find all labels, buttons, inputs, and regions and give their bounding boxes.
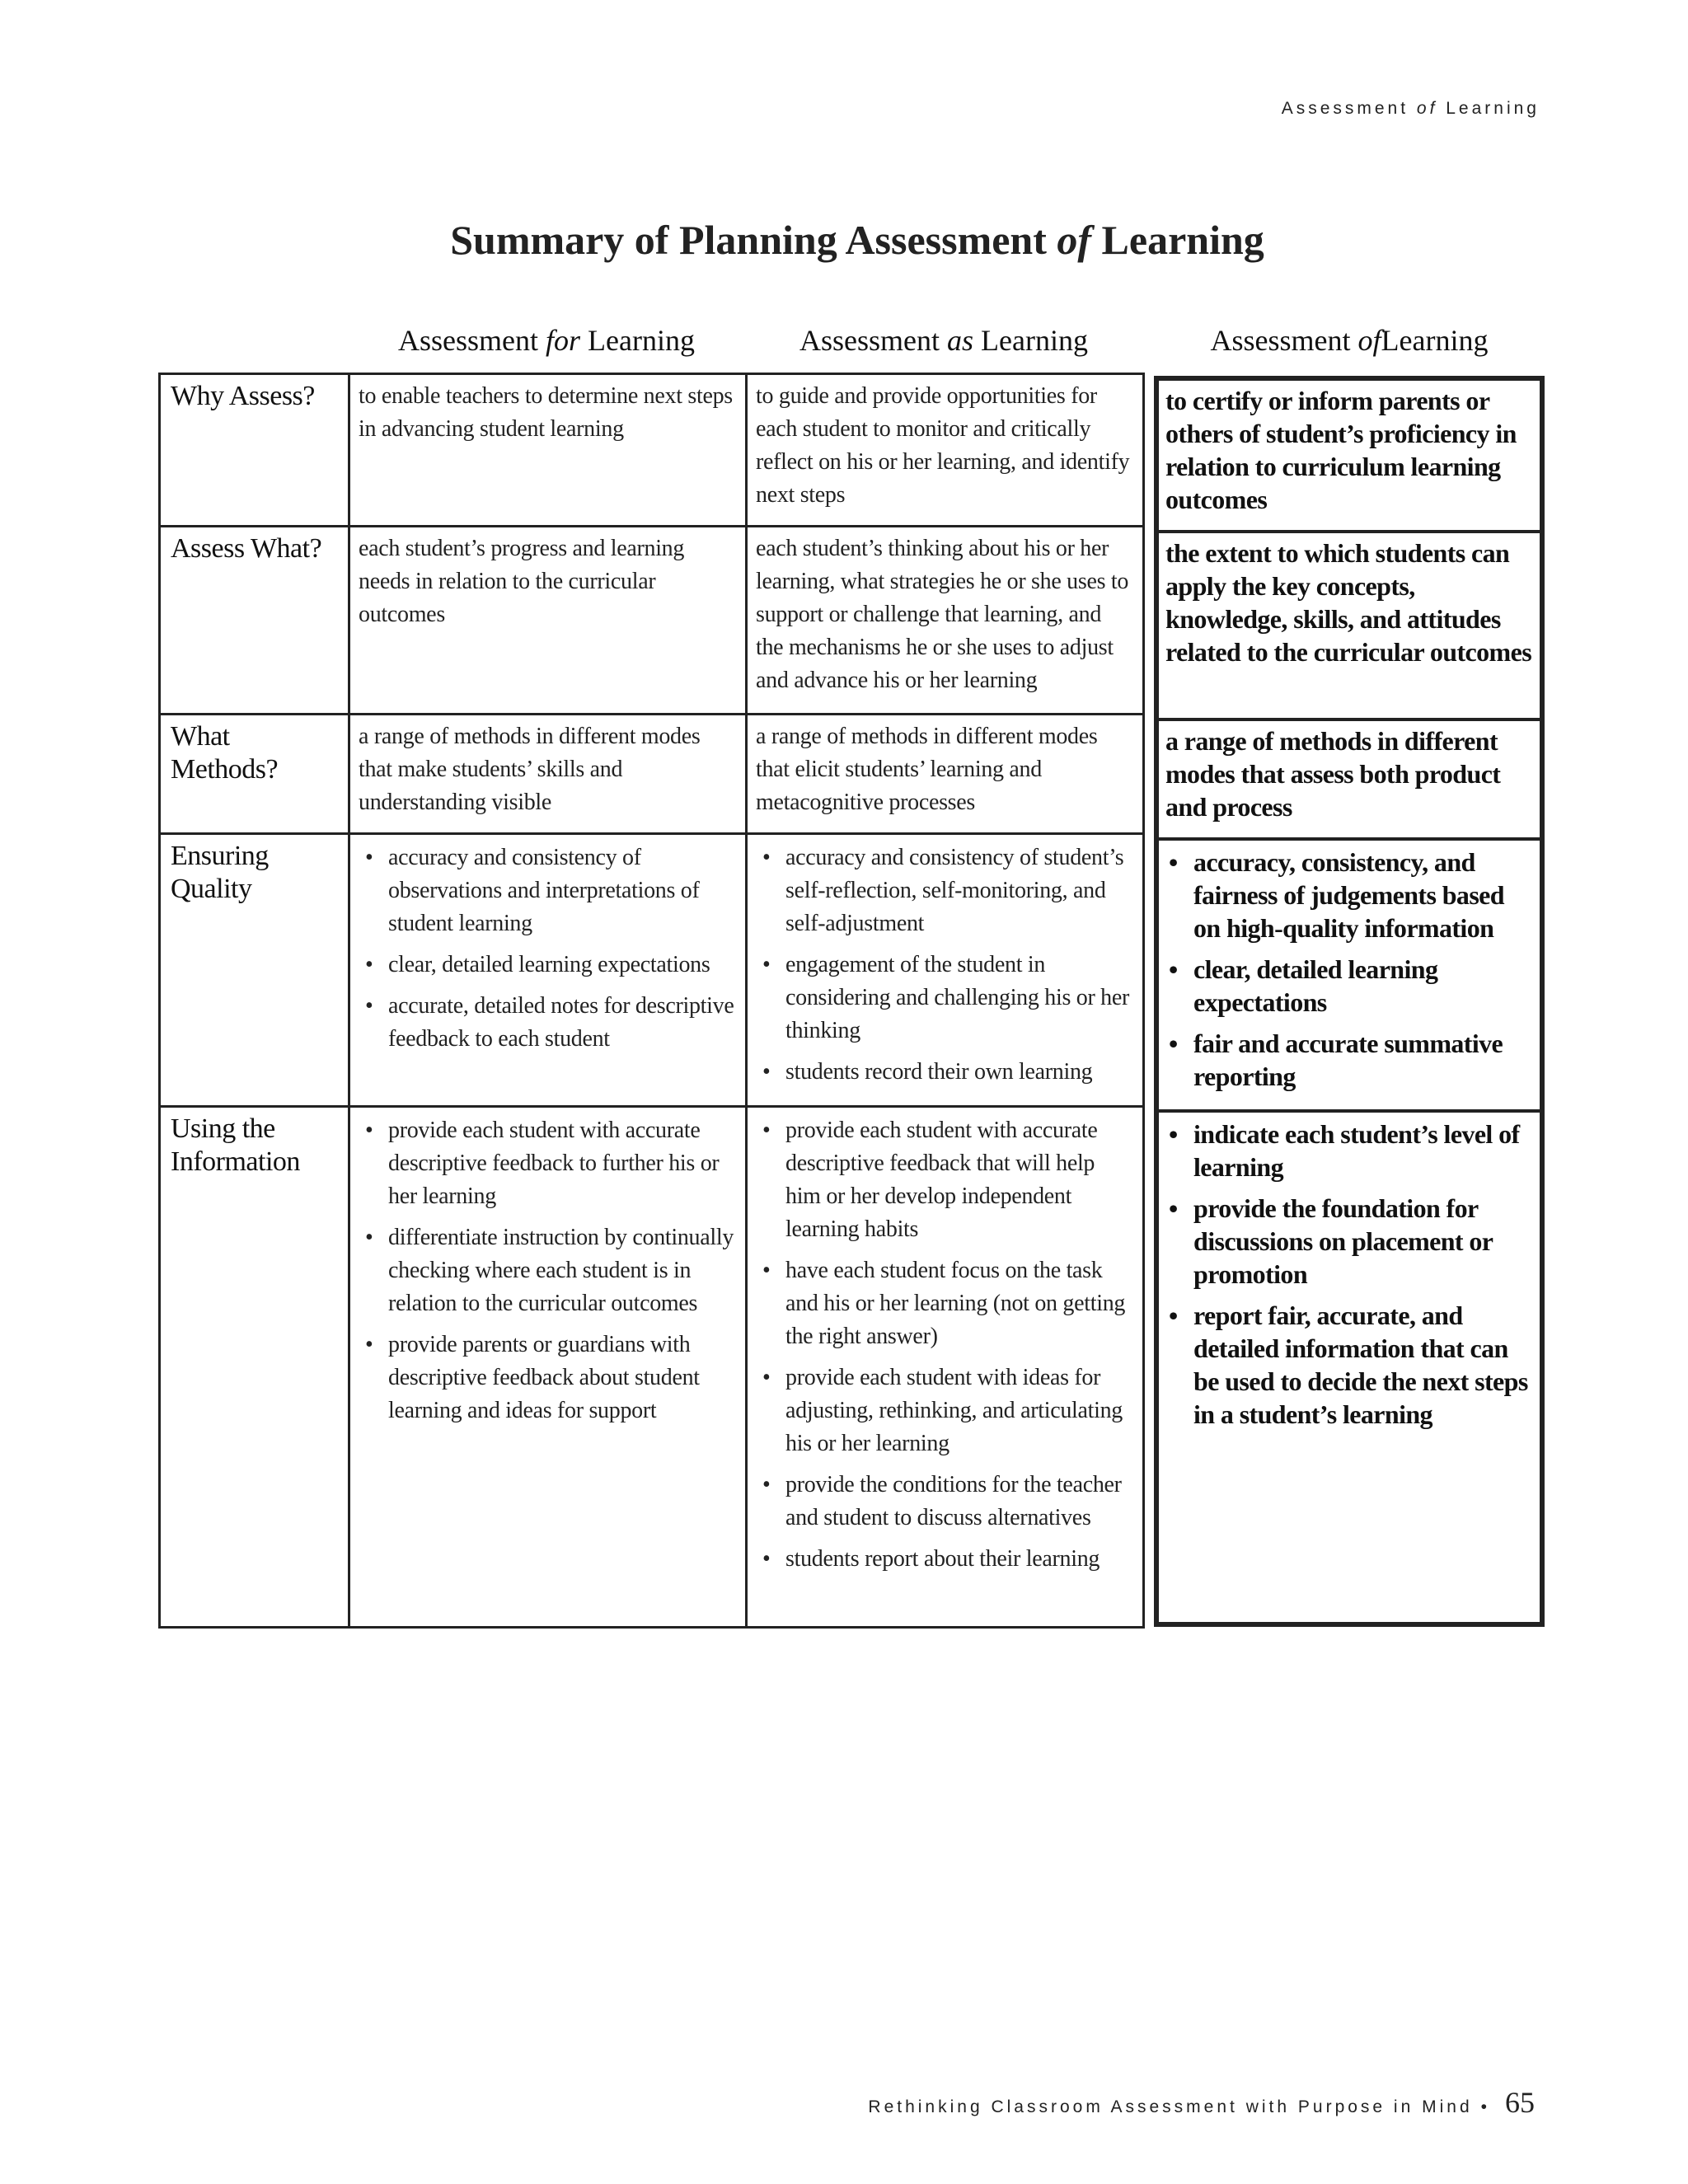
column-header-of (1154, 323, 1545, 358)
highlight-cell (1159, 841, 1540, 1113)
list-item: • provide each student with accurate descriptive feedback to further his or her learning (388, 1114, 737, 1213)
highlight-cell: to certify or inform parents or others of student’s proficiency in relation to curriculum learning outcomes (1159, 381, 1540, 533)
table-cell: to guide and provide opportunities for each student to monitor and critically reflect on his or her learning, and identify next steps (747, 374, 1144, 527)
running-head-text: Assessment (1281, 99, 1417, 118)
column-header-text: Assessment (1210, 324, 1358, 357)
table-cell: a range of methods in different modes that make students’ skills and understanding visible (349, 715, 747, 834)
list-item: • provide each student with accurate descriptive feedback that will help him or her develop independent learning habits (785, 1114, 1134, 1246)
table-cell (747, 1107, 1144, 1628)
table-row (160, 527, 1144, 715)
column-header-as (746, 323, 1142, 358)
highlight-cell: the extent to which students can apply the key concepts, knowledge, skills, and attitudes related to the curricular outcomes (1159, 533, 1540, 721)
list-item: • students record their own learning (785, 1056, 1134, 1089)
list-item: • report fair, accurate, and detailed information that can be used to decide the next steps in a student’s learning (1193, 1299, 1535, 1431)
running-head-emphasis: of (1416, 99, 1438, 118)
list-item: • engagement of the student in considering and challenging his or her thinking (785, 949, 1134, 1047)
row-label: Ensuring Quality (160, 834, 349, 1107)
running-head-text-end: Learning (1437, 99, 1540, 118)
table-cell: a range of methods in different modes that elicit students’ learning and metacognitive processes (747, 715, 1144, 834)
row-label: Using the Information (160, 1107, 349, 1628)
row-label: What Methods? (160, 715, 349, 834)
title-emphasis: of (1057, 217, 1092, 263)
list-item: • have each student focus on the task and his or her learning (not on getting the right answer) (785, 1254, 1134, 1353)
table-cell: to enable teachers to determine next steps in advancing student learning (349, 374, 747, 527)
list-item: • accuracy and consistency of observations and interpretations of student learning (388, 841, 737, 940)
running-head (1282, 99, 1540, 119)
table-row (160, 834, 1144, 1107)
column-header-emphasis: of (1357, 324, 1381, 357)
column-header-text-end: Learning (1381, 324, 1489, 357)
list-item: • accuracy, consistency, and fairness of judgements based on high-quality information (1193, 846, 1535, 944)
bullet-list (1165, 1118, 1535, 1431)
column-header-emphasis: for (546, 324, 581, 357)
row-label: Assess What? (160, 527, 349, 715)
list-item: • students report about their learning (785, 1543, 1134, 1576)
column-header-for (349, 323, 744, 358)
table-cell: each student’s progress and learning needs in relation to the curricular outcomes (349, 527, 747, 715)
column-header-text-end: Learning (973, 324, 1088, 357)
table-cell (747, 834, 1144, 1107)
bullet-list (359, 1114, 737, 1427)
table-row (160, 374, 1144, 527)
footer-separator: • (1480, 2097, 1487, 2116)
list-item: • provide the conditions for the teacher and student to discuss alternatives (785, 1469, 1134, 1535)
list-item: • differentiate instruction by continually checking where each student is in relation to the curricular outcomes (388, 1221, 737, 1320)
page-title (0, 216, 1688, 264)
list-item: • provide the foundation for discussions on placement or promotion (1193, 1192, 1535, 1291)
column-header-text: Assessment (799, 324, 948, 357)
list-item: • fair and accurate summative reporting (1193, 1027, 1535, 1093)
bullet-list (756, 1114, 1134, 1576)
assessment-of-learning-column (1154, 376, 1545, 1627)
title-text: Summary of Planning Assessment (450, 217, 1057, 263)
table-cell (349, 1107, 747, 1628)
bullet-list (1165, 846, 1535, 1093)
table-cell: each student’s thinking about his or her learning, what strategies he or she uses to support or challenge that learning, and the mechanisms he or she uses to adjust and advance his or her learning (747, 527, 1144, 715)
list-item: • indicate each student’s level of learning (1193, 1118, 1535, 1183)
table-row (160, 1107, 1144, 1628)
bullet-list (756, 841, 1134, 1089)
list-item: • accuracy and consistency of student’s self-reflection, self-monitoring, and self-adjustment (785, 841, 1134, 940)
bullet-list (359, 841, 737, 1056)
list-item: • clear, detailed learning expectations (388, 949, 737, 982)
page-number: 65 (1505, 2086, 1535, 2119)
column-header-text-end: Learning (580, 324, 695, 357)
assessment-table (158, 373, 1145, 1629)
column-header-emphasis: as (947, 324, 974, 357)
footer-text: Rethinking Classroom Assessment with Purpose in Mind (868, 2097, 1473, 2116)
list-item: • clear, detailed learning expectations (1193, 953, 1535, 1019)
list-item: • provide each student with ideas for adjusting, rethinking, and articulating his or her learning (785, 1361, 1134, 1460)
highlight-cell (1159, 1113, 1540, 1622)
list-item: • provide parents or guardians with descriptive feedback about student learning and ideas for support (388, 1329, 737, 1427)
highlight-cell: a range of methods in different modes that assess both product and process (1159, 721, 1540, 841)
page-footer (868, 2085, 1535, 2120)
row-label: Why Assess? (160, 374, 349, 527)
table-row (160, 715, 1144, 834)
table-cell (349, 834, 747, 1107)
title-text-end: Learning (1091, 217, 1264, 263)
column-header-text: Assessment (398, 324, 546, 357)
list-item: • accurate, detailed notes for descriptive feedback to each student (388, 990, 737, 1056)
